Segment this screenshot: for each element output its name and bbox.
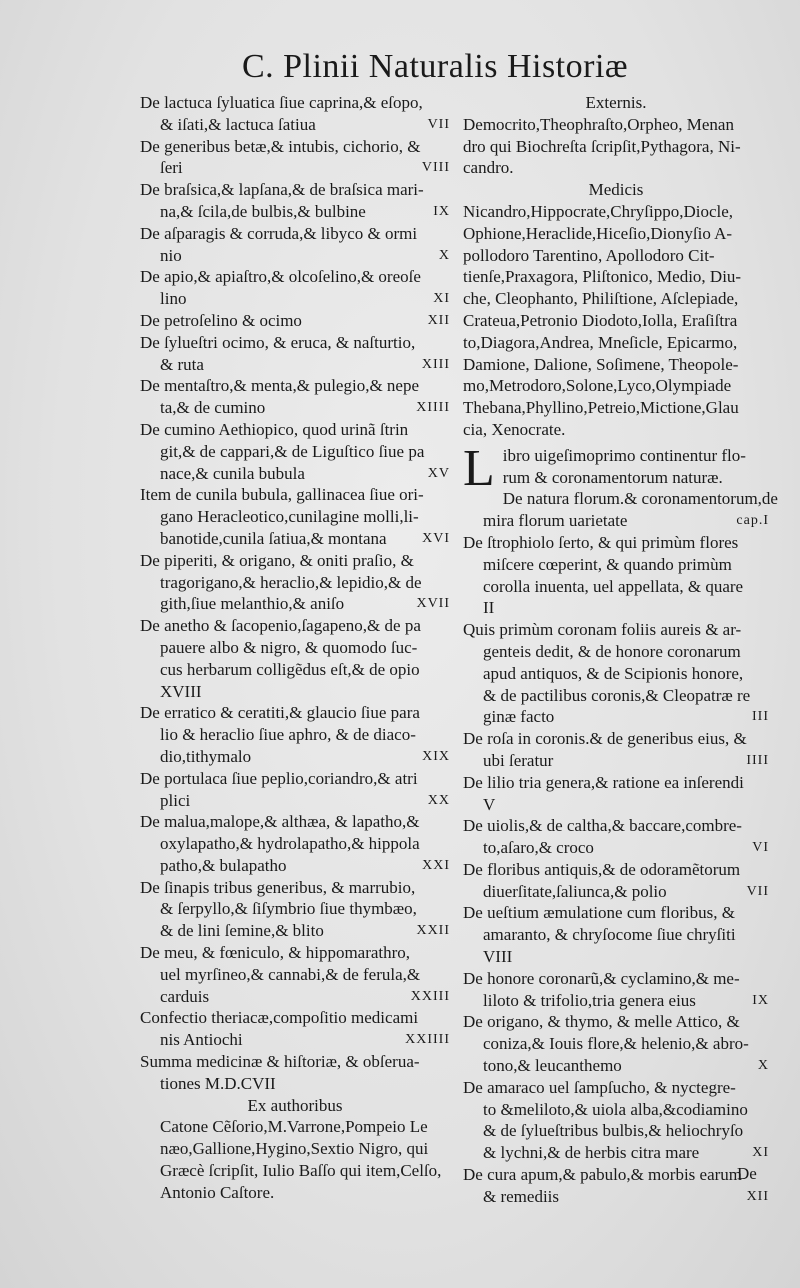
line-text: De natura florum.& coronamentorum,de bbox=[502, 489, 778, 509]
line-text: to,Diagora,Andrea, Mneſicle, Epicarmo, bbox=[463, 332, 738, 352]
text-line bbox=[140, 942, 450, 964]
text-line bbox=[140, 528, 450, 550]
line-text: banotide,cunila ſatiua,& montana bbox=[160, 528, 387, 548]
line-text: De honore coronarũ,& cyclamino,& me- bbox=[463, 968, 740, 988]
line-text: De amaraco uel ſampſucho, & nyctegre- bbox=[463, 1077, 736, 1097]
line-text: to,aſaro,& croco bbox=[483, 838, 594, 858]
text-line bbox=[140, 419, 450, 441]
text-line bbox=[463, 946, 769, 968]
text-line bbox=[463, 1077, 769, 1099]
text-line bbox=[463, 1099, 769, 1121]
text-line bbox=[463, 706, 769, 728]
line-text: gith,ſiue melanthio,& aniſo bbox=[160, 594, 345, 614]
line-text: De floribus antiquis,& de odoramẽtorum bbox=[463, 859, 741, 879]
line-text: De lactuca ſyluatica ſiue caprina,& eſopo, bbox=[140, 93, 423, 112]
text-line bbox=[463, 1186, 769, 1208]
line-text: dro qui Biochreſta ſcripſit,Pythagora, Ni- bbox=[463, 136, 741, 156]
line-text: ubi ſeratur bbox=[483, 750, 554, 770]
line-text: nis Antiochi bbox=[160, 1030, 243, 1050]
line-text: XVIII bbox=[160, 681, 202, 701]
line-text: diuerſitate,ſaliunca,& polio bbox=[483, 881, 667, 901]
line-text: De origano, & thymo, & melle Attico, & bbox=[463, 1012, 740, 1032]
chapter-number: XXII bbox=[416, 923, 450, 939]
chapter-number: XXIII bbox=[410, 988, 450, 1004]
line-text: pollodoro Tarentino, Apollodoro Cit- bbox=[463, 245, 715, 265]
text-line bbox=[463, 815, 769, 837]
left-column bbox=[140, 92, 450, 1204]
chapter-number: XIIII bbox=[416, 400, 450, 416]
chapter-number: IX bbox=[752, 992, 769, 1008]
text-line bbox=[140, 790, 450, 812]
text-line bbox=[463, 1033, 769, 1055]
line-text: tono,& leucanthemo bbox=[483, 1056, 622, 1076]
line-text: De apio,& apiaſtro,& olcoſelino,& oreoſe bbox=[140, 267, 421, 287]
chapter-number: IX bbox=[433, 203, 450, 219]
line-text: ginæ facto bbox=[483, 707, 555, 727]
chapter-number: IIII bbox=[746, 752, 769, 768]
text-line bbox=[463, 375, 769, 397]
line-text: De anetho & ſacopenio,ſagapeno,& de pa bbox=[140, 616, 421, 636]
text-line bbox=[140, 114, 450, 136]
text-line bbox=[140, 746, 450, 768]
text-line bbox=[140, 855, 450, 877]
text-line bbox=[463, 837, 769, 859]
line-text: II bbox=[483, 598, 495, 618]
text-line bbox=[140, 245, 450, 267]
book-heading bbox=[463, 439, 769, 497]
line-text: Antonio Caſtore. bbox=[160, 1182, 275, 1202]
line-text: apud antiquos, & de Scipionis honore, bbox=[483, 663, 744, 683]
line-text: carduis bbox=[160, 986, 210, 1006]
right-column-authors bbox=[463, 92, 769, 441]
line-text: næo,Gallione,Hygino,Sextio Nigro, qui bbox=[160, 1139, 429, 1159]
line-text: git,& de cappari,& de Liguſtico ſiue pa bbox=[160, 441, 425, 461]
text-line bbox=[140, 463, 450, 485]
line-text: tiones M.D.CVII bbox=[160, 1073, 276, 1093]
line-text: tragorigano,& heraclio,& lepidio,& de bbox=[160, 572, 422, 592]
text-line bbox=[140, 1007, 450, 1029]
text-line bbox=[463, 114, 769, 136]
text-line bbox=[140, 201, 450, 223]
text-line bbox=[502, 488, 778, 510]
text-line bbox=[140, 1138, 450, 1160]
text-line bbox=[463, 902, 769, 924]
text-line bbox=[140, 157, 450, 179]
text-line bbox=[140, 310, 450, 332]
text-line bbox=[140, 615, 450, 637]
chapter-number: III bbox=[752, 709, 769, 725]
line-text: mira florum uarietate bbox=[483, 511, 628, 531]
text-line bbox=[140, 877, 450, 899]
chapter-number: XI bbox=[433, 291, 450, 307]
chapter-number: XV bbox=[427, 465, 450, 481]
text-line bbox=[463, 245, 769, 267]
text-line bbox=[463, 576, 769, 598]
text-line bbox=[463, 310, 769, 332]
text-line bbox=[463, 924, 769, 946]
text-line bbox=[463, 728, 769, 750]
line-text: De ſtrophiolo ſerto, & qui primùm flores bbox=[463, 532, 739, 552]
chapter-number: XXI bbox=[422, 857, 450, 873]
line-text: De piperiti, & origano, & oniti praſio, & bbox=[140, 550, 414, 570]
line-text: De uiolis,& de caltha,& baccare,combre- bbox=[463, 816, 742, 836]
line-text: mo,Metrodoro,Solone,Lyco,Olympiade bbox=[463, 376, 732, 396]
line-text: che, Cleophanto, Philiſtione, Aſclepiade, bbox=[463, 289, 739, 309]
line-text: De petroſelino & ocimo bbox=[140, 310, 302, 330]
line-text: & remediis bbox=[483, 1186, 560, 1206]
text-line bbox=[463, 859, 769, 881]
line-text: Democrito,Theophraſto,Orpheo, Menan bbox=[463, 114, 734, 134]
text-line bbox=[140, 1116, 450, 1138]
text-line bbox=[463, 772, 769, 794]
text-line bbox=[140, 354, 450, 376]
text-line bbox=[140, 702, 450, 724]
line-text: & ruta bbox=[160, 354, 204, 374]
line-text: pauere albo & nigro, & quomodo ſuc- bbox=[160, 637, 418, 657]
text-line bbox=[140, 986, 450, 1008]
line-text: nio bbox=[160, 245, 182, 265]
text-line bbox=[140, 920, 450, 942]
chapter-number: XII bbox=[746, 1188, 769, 1204]
line-text: De portulaca ſiue peplio,coriandro,& atri bbox=[140, 768, 418, 788]
text-line bbox=[463, 663, 769, 685]
line-text: nace,& cunila bubula bbox=[160, 463, 305, 483]
line-text: & ſerpyllo,& ſiſymbrio ſiue thymbæo, bbox=[160, 899, 417, 919]
text-line bbox=[463, 201, 769, 223]
line-text: dio,tithymalo bbox=[160, 746, 252, 766]
line-text: V bbox=[483, 794, 496, 814]
chapter-number: XII bbox=[427, 312, 450, 328]
line-text: Medicis bbox=[588, 180, 644, 200]
chapter-number: XIII bbox=[421, 356, 450, 372]
text-line bbox=[463, 354, 769, 376]
text-line bbox=[140, 768, 450, 790]
line-text: De ſylueſtri ocimo, & eruca, & naſturtio, bbox=[140, 332, 416, 352]
line-text: corolla inuenta, uel appellata, & quare bbox=[483, 576, 744, 596]
line-text: cus herbarum colligẽdus eſt,& de opio bbox=[160, 659, 420, 679]
text-line bbox=[463, 597, 769, 619]
text-line bbox=[463, 1142, 769, 1164]
text-line bbox=[463, 136, 769, 158]
line-text: & lychni,& de herbis citra mare bbox=[483, 1143, 700, 1163]
text-line bbox=[140, 572, 450, 594]
line-text: De cumino Aethiopico, quod urinã ſtrin bbox=[140, 419, 409, 439]
chapter-number: XI bbox=[752, 1145, 769, 1161]
text-line bbox=[463, 157, 769, 179]
right-column bbox=[463, 92, 778, 1208]
text-line bbox=[140, 223, 450, 245]
text-line bbox=[140, 1160, 450, 1182]
line-text: De malua,malope,& althæa, & lapatho,& bbox=[140, 812, 420, 832]
line-text: ſeri bbox=[160, 158, 183, 178]
text-line bbox=[463, 419, 769, 441]
text-line bbox=[463, 750, 769, 772]
text-line bbox=[140, 898, 450, 920]
text-line bbox=[463, 1011, 769, 1033]
text-line bbox=[140, 637, 450, 659]
chapter-number: cap.I bbox=[736, 513, 769, 529]
line-text: tienſe,Praxagora, Pliſtonico, Medio, Diu- bbox=[463, 267, 742, 287]
text-line bbox=[463, 332, 769, 354]
running-header: C. Plinii Naturalis Historiæ bbox=[241, 48, 629, 85]
text-line bbox=[463, 1120, 769, 1142]
text-line bbox=[140, 484, 450, 506]
line-text: lio & heraclio ſiue aphro, & de diaco- bbox=[160, 725, 416, 745]
text-line bbox=[140, 593, 450, 615]
chapter-number: X bbox=[757, 1058, 769, 1074]
text-line bbox=[463, 619, 769, 641]
line-text: De mentaſtro,& menta,& pulegio,& nepe bbox=[140, 376, 420, 396]
line-text: & de pactilibus coronis,& Cleopatræ re bbox=[483, 685, 751, 705]
line-text: Nicandro,Hippocrate,Chryſippo,Diocle, bbox=[463, 201, 734, 221]
line-text: cia, Xenocrate. bbox=[463, 419, 566, 439]
text-line bbox=[463, 794, 769, 816]
line-text: plici bbox=[160, 790, 191, 810]
line-text: ta,& de cumino bbox=[160, 398, 266, 418]
text-line bbox=[140, 397, 450, 419]
text-line bbox=[140, 1095, 450, 1117]
chapter-number: XXIIII bbox=[405, 1032, 450, 1048]
line-text: De generibus betæ,& intubis, cichorio, & bbox=[140, 136, 421, 156]
chapter-number: VII bbox=[746, 883, 769, 899]
line-text: na,& ſcila,de bulbis,& bulbine bbox=[160, 201, 366, 221]
text-line bbox=[463, 1164, 769, 1186]
book-heading-line: ibro uigeſimoprimo continentur flo- bbox=[502, 445, 746, 465]
line-text: & de ſylueſtribus bulbis,& heliochryſo bbox=[483, 1121, 744, 1141]
line-text: Thebana,Phyllino,Petreio,Mictione,Glau bbox=[463, 398, 739, 418]
text-line bbox=[140, 179, 450, 201]
line-text: miſcere cœperint, & quando primùm bbox=[483, 554, 732, 574]
chapter-number: VII bbox=[427, 116, 450, 132]
line-text: Summa medicinæ & hiſtoriæ, & obſerua- bbox=[140, 1052, 420, 1072]
text-line bbox=[140, 1073, 450, 1095]
line-text: De meu, & fœniculo, & hippomarathro, bbox=[140, 943, 411, 963]
line-text: Crateua,Petronio Diodoto,Iolla, Eraſiſtra bbox=[463, 310, 738, 330]
line-text: Catone Cẽſorio,M.Varrone,Pompeio Le bbox=[160, 1117, 428, 1137]
text-line bbox=[463, 685, 769, 707]
text-line bbox=[140, 92, 450, 114]
line-text: De aſparagis & corruda,& libyco & ormi bbox=[140, 223, 418, 243]
text-line bbox=[140, 1029, 450, 1051]
line-text: De ſinapis tribus generibus, & marrubio, bbox=[140, 877, 416, 897]
text-line bbox=[140, 288, 450, 310]
line-text: oxylapatho,& hydrolapatho,& hippola bbox=[160, 834, 420, 854]
text-line bbox=[463, 397, 769, 419]
line-text: VIII bbox=[483, 947, 513, 967]
line-text: to &meliloto,& uiola alba,&codiamino bbox=[483, 1099, 748, 1119]
line-text: Damione, Dalione, Soſimene, Theopole- bbox=[463, 354, 739, 374]
text-line bbox=[140, 681, 450, 703]
text-line bbox=[463, 223, 769, 245]
text-line bbox=[140, 659, 450, 681]
text-line bbox=[140, 1051, 450, 1073]
line-text: gano Heracleotico,cunilagine molli,li- bbox=[160, 507, 419, 527]
line-text: Ex authoribus bbox=[247, 1095, 343, 1115]
chapter-number: XIX bbox=[422, 748, 450, 764]
line-text: De braſsica,& lapſana,& de braſsica mari- bbox=[140, 180, 424, 200]
line-text: coniza,& Iouis flore,& helenio,& abro- bbox=[483, 1034, 749, 1054]
chapter-number: XVI bbox=[422, 530, 450, 546]
chapter-number: XX bbox=[427, 792, 450, 808]
drop-cap: L bbox=[463, 439, 495, 497]
text-line bbox=[140, 833, 450, 855]
line-text: Quis primùm coronam foliis aureis & ar- bbox=[463, 620, 742, 640]
text-line bbox=[140, 375, 450, 397]
line-text: & iſati,& lactuca ſatiua bbox=[160, 114, 316, 134]
text-line bbox=[463, 990, 769, 1012]
line-text: De cura apum,& pabulo,& morbis earum bbox=[463, 1165, 743, 1185]
book-heading-line: rum & coronamentorum naturæ. bbox=[502, 467, 723, 487]
text-line bbox=[140, 550, 450, 572]
line-text: De erratico & ceratiti,& glaucio ſiue para bbox=[140, 703, 420, 723]
line-text: amaranto, & chryſocome ſiue chryſiti bbox=[483, 925, 736, 945]
right-column-chapters bbox=[463, 488, 778, 1207]
line-text: Externis. bbox=[585, 93, 647, 112]
line-text: Græcè ſcripſit, Iulio Baſſo qui item,Celſo, bbox=[160, 1161, 442, 1181]
text-line bbox=[140, 332, 450, 354]
text-line bbox=[140, 1182, 450, 1204]
text-line bbox=[463, 554, 769, 576]
chapter-number: VI bbox=[752, 840, 769, 856]
chapter-number: XVII bbox=[416, 596, 450, 612]
text-line bbox=[463, 641, 769, 663]
text-line bbox=[463, 179, 769, 201]
line-text: Item de cunila bubula, gallinacea ſiue ori- bbox=[140, 485, 424, 505]
text-line bbox=[140, 724, 450, 746]
line-text: candro. bbox=[463, 158, 514, 178]
text-line bbox=[463, 1055, 769, 1077]
text-line bbox=[463, 532, 769, 554]
line-text: patho,& bulapatho bbox=[160, 855, 287, 875]
catchword: De bbox=[737, 1164, 757, 1183]
text-line bbox=[140, 266, 450, 288]
text-line bbox=[140, 964, 450, 986]
line-text: liloto & trifolio,tria genera eius bbox=[483, 990, 696, 1010]
text-line bbox=[140, 136, 450, 158]
chapter-number: X bbox=[438, 247, 450, 263]
line-text: De lilio tria genera,& ratione ea inſerendi bbox=[463, 772, 744, 792]
line-text: De ueſtium æmulatione cum floribus, & bbox=[463, 903, 735, 923]
text-line bbox=[140, 506, 450, 528]
line-text: lino bbox=[160, 289, 187, 309]
text-line bbox=[463, 288, 769, 310]
text-line bbox=[463, 510, 769, 532]
chapter-number: VIII bbox=[421, 160, 450, 176]
line-text: & de lini ſemine,& blito bbox=[160, 921, 324, 941]
line-text: Ophione,Heraclide,Hiceſio,Dionyſio A- bbox=[463, 223, 733, 243]
text-line bbox=[463, 266, 769, 288]
text-line bbox=[463, 92, 769, 114]
text-line bbox=[463, 881, 769, 903]
line-text: uel myrſineo,& cannabi,& de ferula,& bbox=[160, 964, 421, 984]
line-text: genteis dedit, & de honore coronarum bbox=[483, 641, 741, 661]
text-line bbox=[140, 811, 450, 833]
text-line bbox=[463, 968, 769, 990]
text-line bbox=[140, 441, 450, 463]
line-text: Confectio theriacæ,compoſitio medicami bbox=[140, 1008, 419, 1028]
line-text: De roſa in coronis.& de generibus eius, & bbox=[463, 729, 747, 749]
